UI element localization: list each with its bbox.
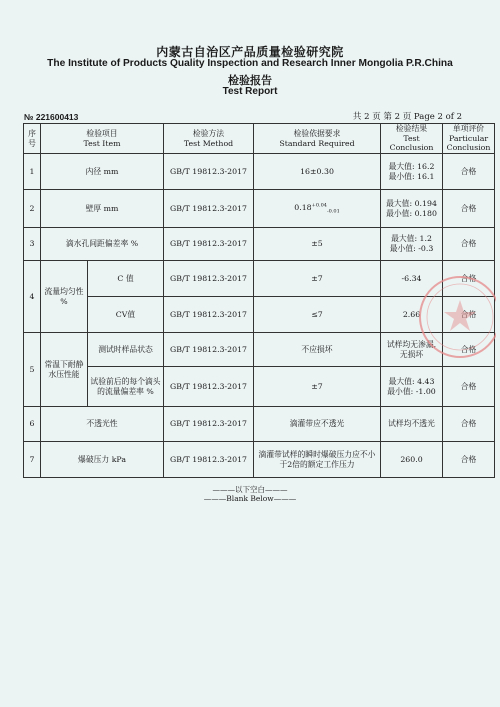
test-sub-item: 试验前后的每个滴头的流量偏差率 % (88, 367, 164, 407)
report-title-cn: 检验报告 (228, 74, 272, 87)
col-header-result: 检验结果 Test Conclusion (381, 124, 443, 154)
table-row (24, 333, 495, 367)
table-row (24, 442, 495, 478)
row-number: 2 (24, 190, 41, 228)
table-row (24, 190, 495, 228)
test-item: 壁厚 mm (41, 190, 164, 228)
evaluation: 合格 (443, 228, 495, 261)
standard-required: 滴灌带试样的瞬时爆破压力应不小于2倍的额定工作压力 (254, 442, 381, 478)
standard-required: 16±0.30 (254, 154, 381, 190)
test-sub-item: C 值 (88, 261, 164, 297)
table-row (24, 407, 495, 442)
results-table (23, 123, 495, 478)
evaluation: 合格 (443, 333, 495, 367)
evaluation: 合格 (443, 261, 495, 297)
blank-below-en: ———Blank Below——— (203, 494, 297, 503)
col-header-evaluation: 单项评价 Particular Conclusion (443, 124, 495, 154)
test-item-group: 常温下耐静水压性能 (41, 333, 88, 407)
standard-required: 不应损坏 (254, 333, 381, 367)
row-number: 3 (24, 228, 41, 261)
evaluation: 合格 (443, 190, 495, 228)
test-result: 260.0 (381, 442, 443, 478)
table-row (24, 154, 495, 190)
test-result: 最大值: 4.43 最小值: -1.00 (381, 367, 443, 407)
test-method: GB/T 19812.3-2017 (164, 367, 254, 407)
standard-required: ±7 (254, 261, 381, 297)
col-header-method: 检验方法 Test Method (164, 124, 254, 154)
standard-required: ≤7 (254, 297, 381, 333)
test-method: GB/T 19812.3-2017 (164, 190, 254, 228)
standard-required: $0.18^{+0.04}_{-0.01}$ (254, 190, 381, 228)
blank-below-cn: ———以下空白——— (212, 485, 288, 494)
report-title-en: Test Report (222, 86, 278, 97)
row-number: 5 (24, 333, 41, 407)
institute-name-en: The Institute of Products Quality Inspection and Research Inner Mongolia P.R.China (47, 58, 453, 69)
row-number: 7 (24, 442, 41, 478)
standard-required: ±5 (254, 228, 381, 261)
test-result: 最大值: 1.2 最小值: -0.3 (381, 228, 443, 261)
evaluation: 合格 (443, 407, 495, 442)
test-item: 不透光性 (41, 407, 164, 442)
test-item: 爆破压力 kPa (41, 442, 164, 478)
test-item: 滴水孔间距偏差率 % (41, 228, 164, 261)
institute-name-cn: 内蒙古自治区产品质量检验研究院 (156, 45, 344, 59)
test-result: 最大值: 0.194 最小值: 0.180 (381, 190, 443, 228)
test-result: -6.34 (381, 261, 443, 297)
test-sub-item: 测试时样品状态 (88, 333, 164, 367)
test-result: 2.66 (381, 297, 443, 333)
test-result: 试样均无渗漏, 无损坏 (381, 333, 443, 367)
evaluation: 合格 (443, 367, 495, 407)
test-method: GB/T 19812.3-2017 (164, 297, 254, 333)
table-row (24, 367, 495, 407)
test-item: 内径 mm (41, 154, 164, 190)
test-method: GB/T 19812.3-2017 (164, 261, 254, 297)
standard-required: ±7 (254, 367, 381, 407)
test-method: GB/T 19812.3-2017 (164, 407, 254, 442)
test-method: GB/T 19812.3-2017 (164, 228, 254, 261)
report-number: № 221600413 (24, 112, 79, 122)
table-row (24, 261, 495, 297)
col-header-no: 序 号 (24, 124, 41, 154)
evaluation: 合格 (443, 154, 495, 190)
test-sub-item: CV值 (88, 297, 164, 333)
test-result: 试样均不透光 (381, 407, 443, 442)
test-method: GB/T 19812.3-2017 (164, 442, 254, 478)
test-item-group: 流量均匀性 % (41, 261, 88, 333)
table-row (24, 297, 495, 333)
test-method: GB/T 19812.3-2017 (164, 333, 254, 367)
row-number: 4 (24, 261, 41, 333)
evaluation: 合格 (443, 442, 495, 478)
test-method: GB/T 19812.3-2017 (164, 154, 254, 190)
row-number: 6 (24, 407, 41, 442)
table-row (24, 228, 495, 261)
test-result: 最大值: 16.2 最小值: 16.1 (381, 154, 443, 190)
col-header-item: 检验项目 Test Item (41, 124, 164, 154)
row-number: 1 (24, 154, 41, 190)
table-header-row (24, 124, 495, 154)
col-header-standard: 检验依据要求 Standard Required (254, 124, 381, 154)
page-info: 共 2 页 第 2 页 Page 2 of 2 (352, 112, 462, 122)
standard-required: 滴灌带应不透光 (254, 407, 381, 442)
evaluation: 合格 (443, 297, 495, 333)
